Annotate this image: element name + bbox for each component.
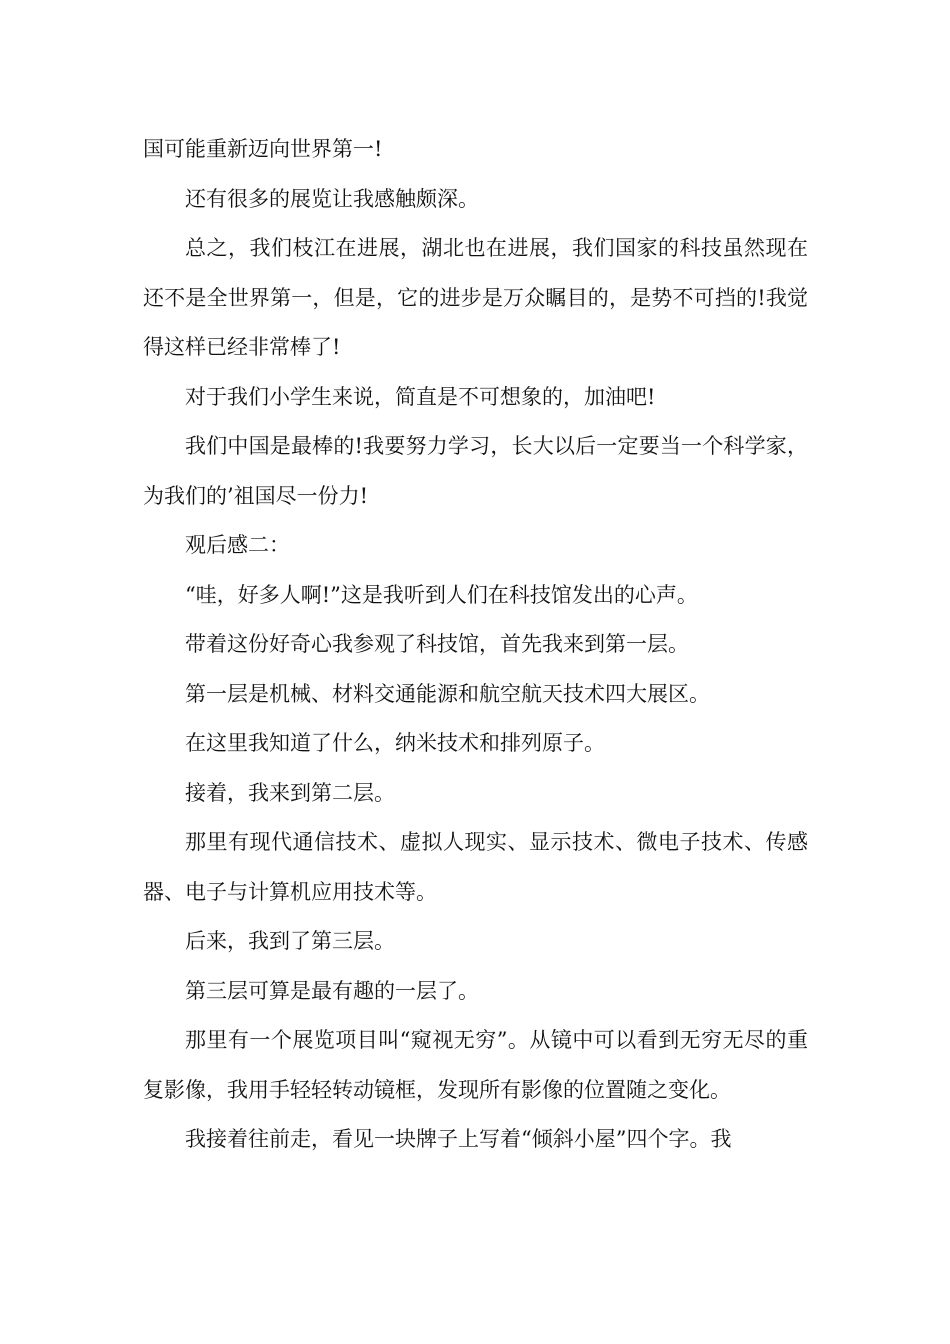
paragraph: 我们中国是最棒的!我要努力学习，长大以后一定要当一个科学家，为我们的’祖国尽一份力! <box>143 434 808 508</box>
paragraph: 后来，我到了第三层。 <box>185 929 395 953</box>
paragraph: 总之，我们枝江在进展，湖北也在进展，我们国家的科技虽然现在还不是全世界第一，但是，它的进步是万众瞩目的，是势不可挡的!我觉得这样已经非常棒了! <box>143 236 808 359</box>
document-body <box>143 125 808 1165</box>
paragraph: “哇，好多人啊!”这是我听到人们在科技馆发出的心声。 <box>185 582 698 607</box>
paragraph: 国可能重新迈向世界第一! <box>143 137 383 161</box>
paragraph: 还有很多的展览让我感触颇深。 <box>185 186 479 211</box>
paragraph: 带着这份好奇心我参观了科技馆，首先我来到第一层。 <box>185 632 689 656</box>
paragraph: 在这里我知道了什么，纳米技术和排列原子。 <box>185 731 605 755</box>
paragraph: 接着，我来到第二层。 <box>185 780 395 805</box>
paragraph: 观后感二： <box>185 533 290 557</box>
paragraph: 第三层可算是最有趣的一层了。 <box>185 978 479 1003</box>
paragraph: 我接着往前走，看见一块牌子上写着“倾斜小屋”四个字。我 <box>185 1127 732 1151</box>
paragraph: 那里有现代通信技术、虚拟人现实、显示技术、微电子技术、传感器、电子与计算机应用技术等。 <box>143 830 808 904</box>
paragraph: 第一层是机械、材料交通能源和航空航天技术四大展区。 <box>185 681 710 706</box>
paragraph: 对于我们小学生来说，简直是不可想象的，加油吧! <box>185 384 656 409</box>
paragraph: 那里有一个展览项目叫“窥视无穷”。从镜中可以看到无穷无尽的重复影像，我用手轻轻转动镜框，发现所有影像的位置随之变化。 <box>143 1028 808 1102</box>
